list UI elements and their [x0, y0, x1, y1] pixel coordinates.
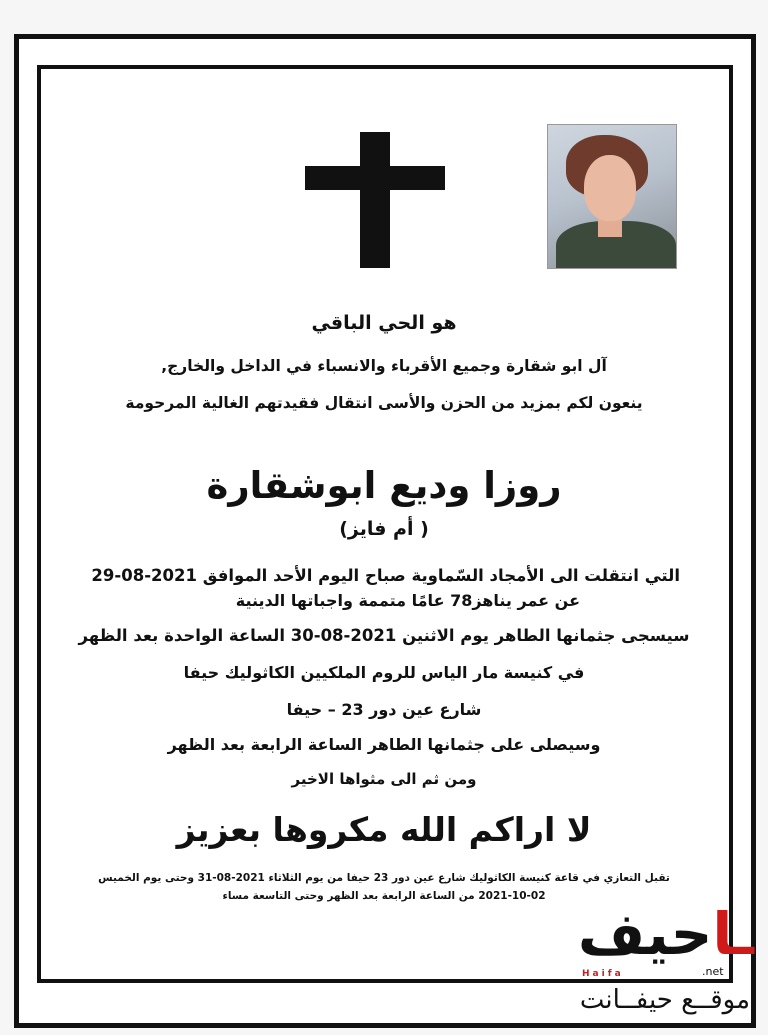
- logo-tagline: موقــع حيفــانت: [579, 985, 750, 1015]
- haifanet-logo[interactable]: [574, 900, 760, 1030]
- death-date-line: التي انتقلت الى الأمجاد السّماوية صباح اليوم الأحد الموافق 2021-08-29: [91, 566, 680, 585]
- cross-icon-bar: [305, 166, 445, 190]
- logo-wordmark: [577, 900, 754, 968]
- funeral-time-line: سيسجى جثمانها الطاهر يوم الاثنين 2021-08-30 الساعة الواحدة بعد الظهر: [78, 626, 690, 645]
- logo-net-suffix: .net: [702, 965, 724, 978]
- portrait-photo: [547, 124, 677, 269]
- logo-latin-text: Haifa: [582, 969, 624, 979]
- street-line: شارع عين دور 23 – حيفا: [286, 700, 482, 719]
- deceased-nickname: ( أم فايز): [339, 518, 429, 540]
- cross-icon: [360, 132, 390, 268]
- age-line: عن عمر يناهز78 عامًا متممة واجباتها الدينية: [235, 591, 580, 610]
- logo-dark-part: حيف: [577, 900, 713, 968]
- photo-face: [584, 155, 636, 221]
- closing-phrase: لا اراكم الله مكروها بعزيز: [176, 810, 592, 849]
- burial-line: ومن ثم الى مثواها الاخير: [291, 770, 477, 788]
- condolence-line-2: 2021-10-02 من الساعة الرابعة بعد الظهر وحتى التاسعة مساء: [222, 890, 546, 902]
- heading-god-eternal: هو الحي الباقي: [311, 312, 457, 334]
- mourning-line: ينعون لكم بمزيد من الحزن والأسى انتقال فقيدتهم الغالية المرحومة: [125, 394, 643, 412]
- deceased-name: روزا وديع ابوشقارة: [206, 464, 562, 507]
- family-line: آل ابو شقارة وجميع الأقرباء والانسباء في الداخل والخارج,: [161, 357, 607, 375]
- logo-red-part: ـا: [712, 900, 754, 968]
- condolence-line-1: تقبل التعازي في قاعة كنيسة الكاثوليك شارع عين دور 23 حيفا من يوم الثلاثاء 2021-08-31 وحتى يوم الخميس: [98, 872, 670, 884]
- church-line: في كنيسة مار الياس للروم الملكيين الكاثوليك حيفا: [183, 663, 585, 682]
- prayer-line: وسيصلى على جثمانها الطاهر الساعة الرابعة بعد الظهر: [167, 735, 601, 754]
